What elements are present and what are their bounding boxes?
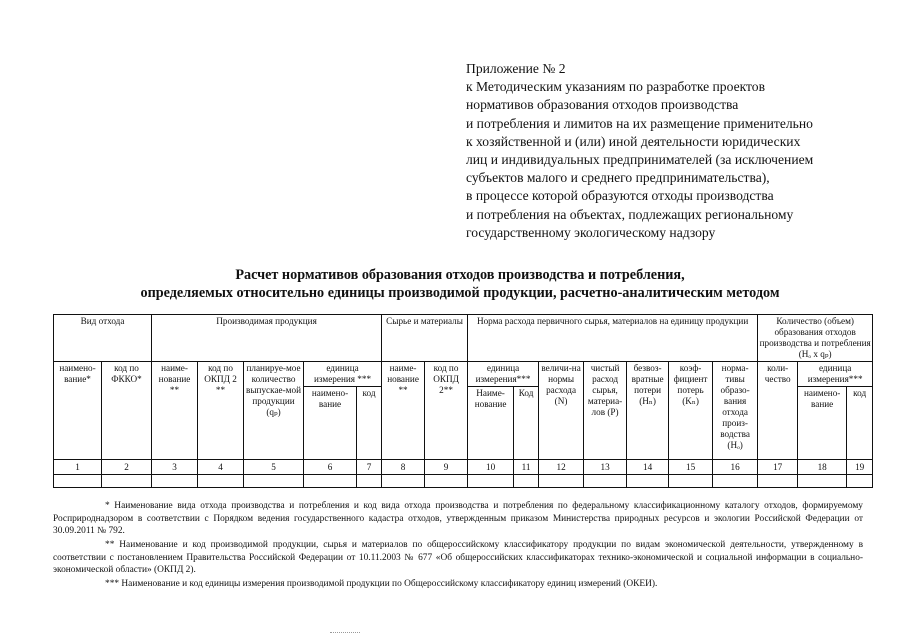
empty-cell[interactable] xyxy=(514,475,539,488)
column-number: 6 xyxy=(304,460,357,475)
header-formation-norm: норма-тивы образо-вания отхода произ-водства (Hₒ) xyxy=(713,362,758,460)
group-header-row xyxy=(54,315,873,362)
column-number: 8 xyxy=(382,460,425,475)
page-edge-mark xyxy=(330,632,360,636)
empty-cell[interactable] xyxy=(152,475,198,488)
column-number: 5 xyxy=(244,460,304,475)
empty-cell[interactable] xyxy=(198,475,244,488)
empty-cell[interactable] xyxy=(304,475,357,488)
header-waste-type: Вид отхода xyxy=(54,315,152,362)
empty-cell[interactable] xyxy=(758,475,798,488)
empty-cell[interactable] xyxy=(425,475,468,488)
footnote-1: * Наименование вида отхода производства и потребления и код вида отхода производства и потребления по федеральному классификационному каталогу отходов, формируемому Росприроднадзором в соответствии с Порядком ведения государственного кадастра отходов, утвержденным приказом Министерства природных ресурсов и экологии Российской Федерации от 30.09.2011 № 792. xyxy=(53,501,863,537)
column-number: 18 xyxy=(798,460,847,475)
header-product: Производимая продукция xyxy=(152,315,382,362)
title-line-2: определяемых относительно единицы производимой продукции, расчетно-аналитическим методом xyxy=(140,285,780,301)
header-waste-quantity: Количество (объем) образования отходов производства и потребления (Hₒ x qₚ) xyxy=(758,315,873,362)
column-number: 12 xyxy=(539,460,584,475)
empty-cell[interactable] xyxy=(669,475,713,488)
header-quantity-unit-name: наимено-вание xyxy=(798,387,847,460)
appendix-line: к Методическим указаниям по разработке проектов xyxy=(466,79,766,95)
header-product-unit: единица измерения *** xyxy=(304,362,382,387)
column-number: 9 xyxy=(425,460,468,475)
empty-data-row xyxy=(54,475,873,488)
column-number: 7 xyxy=(357,460,382,475)
header-planned-quantity: планируе-мое количество выпускае-мой продукции (qₚ) xyxy=(244,362,304,460)
column-number: 3 xyxy=(152,460,198,475)
column-number: 15 xyxy=(669,460,713,475)
document-title xyxy=(60,266,860,302)
column-number-row xyxy=(54,460,873,475)
empty-cell[interactable] xyxy=(357,475,382,488)
header-norm-unit-name: Наиме-нование xyxy=(468,387,514,460)
appendix-number: Приложение № 2 xyxy=(466,61,566,76)
header-norm-unit: единица измерения*** xyxy=(468,362,539,387)
header-norm-unit-code: Код xyxy=(514,387,539,460)
empty-cell[interactable] xyxy=(244,475,304,488)
empty-cell[interactable] xyxy=(584,475,627,488)
header-unit-code: код xyxy=(357,387,382,460)
empty-cell[interactable] xyxy=(847,475,873,488)
header-product-name: наиме-нование ** xyxy=(152,362,198,460)
appendix-line: субъектов малого и среднего предпринимательства), xyxy=(466,170,770,186)
appendix-line: нормативов образования отходов производства xyxy=(466,97,739,113)
appendix-line: лиц и индивидуальных предпринимателей (за исключением xyxy=(466,152,814,168)
column-number: 16 xyxy=(713,460,758,475)
appendix-line: в процессе которой образуются отходы производства xyxy=(466,188,774,204)
empty-cell[interactable] xyxy=(382,475,425,488)
appendix-line: государственному экологическому надзору xyxy=(466,224,716,240)
header-norm-value: величи-на нормы расхода (N) xyxy=(539,362,584,460)
empty-cell[interactable] xyxy=(798,475,847,488)
header-quantity-unit-code: код xyxy=(847,387,873,460)
empty-cell[interactable] xyxy=(713,475,758,488)
empty-cell[interactable] xyxy=(539,475,584,488)
header-net-consumption: чистый расход сырья, материа-лов (P) xyxy=(584,362,627,460)
empty-cell[interactable] xyxy=(54,475,102,488)
column-number: 1 xyxy=(54,460,102,475)
header-unit-name: наимено-вание xyxy=(304,387,357,460)
header-raw-name: наиме-нование ** xyxy=(382,362,425,460)
appendix-line: и потребления на объектах, подлежащих региональному xyxy=(466,206,794,222)
column-number: 10 xyxy=(468,460,514,475)
column-number: 19 xyxy=(847,460,873,475)
footnote-2: ** Наименование и код производимой продукции, сырья и материалов по общероссийскому классификатору продукции по видам экономической деятельности, утвержденному в соответствии с постановлением Правительства Российской Федерации от 10.11.2003 № 677 «Об общероссийских классификаторах технико-экономической и социальной информации в социально-экономической области» (ОКПД 2). xyxy=(53,540,863,576)
appendix-line: к хозяйственной и (или) иной деятельности юридических xyxy=(466,133,801,149)
header-quantity-unit: единица измерения*** xyxy=(798,362,873,387)
header-quantity: коли-чество xyxy=(758,362,798,460)
footnote-3: *** Наименование и код единицы измерения производимой продукции по Общероссийскому классификатору единиц измерений (ОКЕИ). xyxy=(105,579,658,589)
empty-cell[interactable] xyxy=(102,475,152,488)
header-waste-name: наимено-вание* xyxy=(54,362,102,460)
calculation-table xyxy=(53,314,873,488)
column-number: 11 xyxy=(514,460,539,475)
appendix-heading xyxy=(466,60,886,242)
title-line-1: Расчет нормативов образования отходов производства и потребления, xyxy=(235,267,685,283)
header-raw-okpd-code: код по ОКПД 2** xyxy=(425,362,468,460)
column-number: 14 xyxy=(627,460,669,475)
header-raw-materials: Сырье и материалы xyxy=(382,315,468,362)
empty-cell[interactable] xyxy=(627,475,669,488)
sub-header-row xyxy=(54,362,873,387)
header-loss-coefficient: коэф-фициент потерь (Kₙ) xyxy=(669,362,713,460)
column-number: 2 xyxy=(102,460,152,475)
appendix-line: и потребления и лимитов на их размещение применительно xyxy=(466,115,813,131)
header-irrecoverable-loss: безвоз-вратные потери (Hₙ) xyxy=(627,362,669,460)
header-fkko-code: код по ФККО* xyxy=(102,362,152,460)
header-okpd-code: код по ОКПД 2 ** xyxy=(198,362,244,460)
header-consumption-norm: Норма расхода первичного сырья, материалов на единицу продукции xyxy=(468,315,758,362)
column-number: 13 xyxy=(584,460,627,475)
empty-cell[interactable] xyxy=(468,475,514,488)
column-number: 17 xyxy=(758,460,798,475)
column-number: 4 xyxy=(198,460,244,475)
